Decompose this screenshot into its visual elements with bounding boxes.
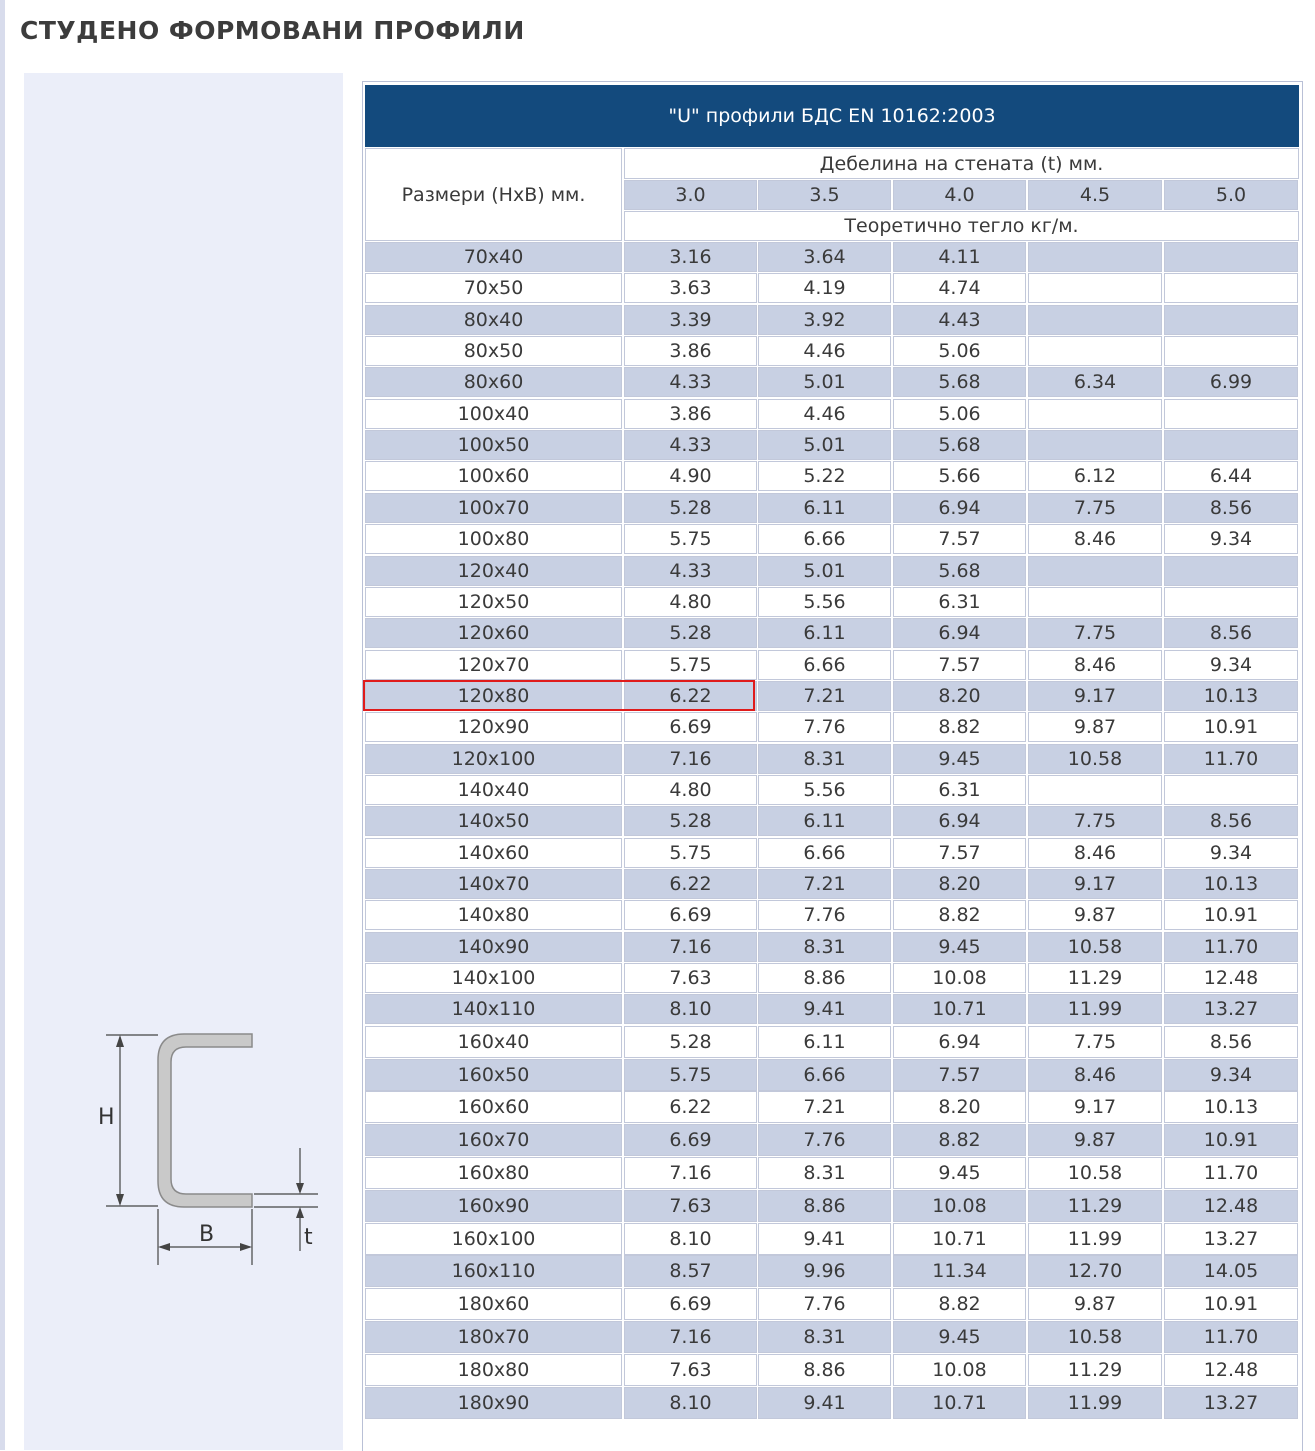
- row-weight-cell: 4.46: [758, 399, 891, 429]
- row-weight-cell: 7.16: [624, 1157, 757, 1189]
- row-weight-cell: 8.46: [1028, 524, 1162, 554]
- row-weight-cell: 5.75: [624, 650, 757, 680]
- row-weight-cell: 6.66: [758, 650, 891, 680]
- row-weight-cell: 11.70: [1164, 1321, 1298, 1353]
- row-dimension-cell: 180x90: [365, 1387, 622, 1419]
- row-weight-cell: 7.16: [624, 932, 757, 962]
- row-weight-cell: 6.31: [893, 587, 1026, 617]
- row-weight-cell: 11.99: [1028, 994, 1162, 1024]
- diagram-label-t: t: [304, 1225, 313, 1250]
- row-weight-cell: 8.31: [758, 744, 891, 774]
- row-weight-cell: 7.75: [1028, 1026, 1162, 1058]
- row-weight-cell: 3.64: [758, 242, 891, 272]
- row-weight-cell: 4.19: [758, 273, 891, 303]
- row-weight-cell: 8.57: [624, 1255, 757, 1287]
- weight-header: Теоретично тегло кг/м.: [624, 211, 1299, 241]
- row-weight-cell: 3.16: [624, 242, 757, 272]
- left-accent-bar: [0, 0, 5, 1450]
- row-weight-cell: 7.57: [893, 838, 1026, 868]
- row-weight-cell: 5.06: [893, 399, 1026, 429]
- row-weight-cell: 14.05: [1164, 1255, 1298, 1287]
- row-weight-cell: 7.75: [1028, 618, 1162, 648]
- row-weight-cell: [1028, 587, 1162, 617]
- row-dimension-cell: 100x50: [365, 430, 622, 460]
- row-weight-cell: [1164, 336, 1298, 366]
- row-weight-cell: 9.34: [1164, 524, 1298, 554]
- row-weight-cell: 10.91: [1164, 1288, 1298, 1320]
- row-dimension-cell: 140x70: [365, 869, 622, 899]
- row-weight-cell: 12.48: [1164, 963, 1298, 993]
- row-weight-cell: 8.56: [1164, 618, 1298, 648]
- row-dimension-cell: 160x110: [365, 1255, 622, 1287]
- row-weight-cell: 8.10: [624, 1223, 757, 1255]
- row-dimension-cell: 160x40: [365, 1026, 622, 1058]
- row-weight-cell: 8.46: [1028, 838, 1162, 868]
- row-dimension-cell: 140x40: [365, 775, 622, 805]
- row-weight-cell: 10.08: [893, 963, 1026, 993]
- row-weight-cell: 7.16: [624, 1321, 757, 1353]
- row-weight-cell: 8.20: [893, 869, 1026, 899]
- row-weight-cell: 7.75: [1028, 493, 1162, 523]
- row-dimension-cell: 70x50: [365, 273, 622, 303]
- row-weight-cell: 9.41: [758, 994, 891, 1024]
- row-weight-cell: 11.70: [1164, 744, 1298, 774]
- thickness-col-header: 5.0: [1164, 180, 1298, 210]
- row-weight-cell: 6.69: [624, 900, 757, 930]
- row-weight-cell: 10.58: [1028, 1321, 1162, 1353]
- row-weight-cell: 10.13: [1164, 1091, 1298, 1123]
- row-weight-cell: 9.17: [1028, 869, 1162, 899]
- row-weight-cell: 8.10: [624, 1387, 757, 1419]
- diagram-label-b: B: [199, 1222, 215, 1247]
- row-weight-cell: 5.01: [758, 430, 891, 460]
- row-weight-cell: 12.48: [1164, 1354, 1298, 1386]
- row-weight-cell: 4.74: [893, 273, 1026, 303]
- row-dimension-cell: 120x90: [365, 712, 622, 742]
- row-weight-cell: 10.91: [1164, 1124, 1298, 1156]
- row-weight-cell: 10.71: [893, 1387, 1026, 1419]
- row-weight-cell: 4.33: [624, 367, 757, 397]
- row-weight-cell: 10.58: [1028, 1157, 1162, 1189]
- row-weight-cell: [1028, 556, 1162, 586]
- row-weight-cell: 5.28: [624, 1026, 757, 1058]
- row-weight-cell: 6.11: [758, 493, 891, 523]
- row-weight-cell: 6.94: [893, 806, 1026, 836]
- row-weight-cell: 8.31: [758, 1321, 891, 1353]
- row-dimension-cell: 180x70: [365, 1321, 622, 1353]
- row-weight-cell: 9.41: [758, 1387, 891, 1419]
- row-weight-cell: 6.69: [624, 1288, 757, 1320]
- row-weight-cell: 3.63: [624, 273, 757, 303]
- row-weight-cell: 9.17: [1028, 681, 1162, 711]
- row-weight-cell: 8.10: [624, 994, 757, 1024]
- row-dimension-cell: 140x50: [365, 806, 622, 836]
- row-weight-cell: 5.28: [624, 806, 757, 836]
- row-weight-cell: [1028, 305, 1162, 335]
- row-weight-cell: 6.66: [758, 838, 891, 868]
- row-weight-cell: 6.12: [1028, 461, 1162, 491]
- row-weight-cell: 6.31: [893, 775, 1026, 805]
- row-weight-cell: [1164, 273, 1298, 303]
- row-weight-cell: 9.87: [1028, 900, 1162, 930]
- row-weight-cell: 5.75: [624, 1059, 757, 1091]
- row-weight-cell: 7.16: [624, 744, 757, 774]
- row-dimension-cell: 160x80: [365, 1157, 622, 1189]
- row-dimension-cell: 120x70: [365, 650, 622, 680]
- row-dimension-cell: 120x80: [365, 681, 622, 711]
- row-weight-cell: 5.75: [624, 838, 757, 868]
- row-dimension-cell: 160x50: [365, 1059, 622, 1091]
- row-weight-cell: 11.29: [1028, 1354, 1162, 1386]
- row-weight-cell: 6.11: [758, 1026, 891, 1058]
- row-weight-cell: 8.31: [758, 932, 891, 962]
- thickness-col-header: 4.5: [1028, 180, 1162, 210]
- row-weight-cell: 6.66: [758, 524, 891, 554]
- row-weight-cell: 6.44: [1164, 461, 1298, 491]
- row-weight-cell: [1028, 336, 1162, 366]
- row-weight-cell: 8.82: [893, 1124, 1026, 1156]
- row-weight-cell: 12.70: [1028, 1255, 1162, 1287]
- row-dimension-cell: 140x110: [365, 994, 622, 1024]
- row-weight-cell: [1164, 399, 1298, 429]
- row-dimension-cell: 160x60: [365, 1091, 622, 1123]
- thickness-col-header: 3.0: [624, 180, 757, 210]
- row-weight-cell: 3.86: [624, 399, 757, 429]
- row-weight-cell: 10.13: [1164, 681, 1298, 711]
- row-weight-cell: 10.58: [1028, 932, 1162, 962]
- row-weight-cell: 6.94: [893, 618, 1026, 648]
- row-weight-cell: [1028, 430, 1162, 460]
- row-weight-cell: 6.22: [624, 869, 757, 899]
- row-weight-cell: 8.56: [1164, 493, 1298, 523]
- row-dimension-cell: 160x90: [365, 1190, 622, 1222]
- row-weight-cell: 8.82: [893, 1288, 1026, 1320]
- row-weight-cell: 7.76: [758, 1288, 891, 1320]
- row-dimension-cell: 180x80: [365, 1354, 622, 1386]
- row-weight-cell: 4.80: [624, 775, 757, 805]
- row-weight-cell: 11.99: [1028, 1223, 1162, 1255]
- row-weight-cell: 8.46: [1028, 1059, 1162, 1091]
- row-dimension-cell: 80x50: [365, 336, 622, 366]
- row-dimension-cell: 140x80: [365, 900, 622, 930]
- row-weight-cell: 6.11: [758, 618, 891, 648]
- row-dimension-cell: 70x40: [365, 242, 622, 272]
- row-weight-cell: 9.34: [1164, 1059, 1298, 1091]
- row-weight-cell: 8.82: [893, 900, 1026, 930]
- diagram-label-h: H: [98, 1105, 115, 1130]
- row-dimension-cell: 120x50: [365, 587, 622, 617]
- row-weight-cell: 5.68: [893, 367, 1026, 397]
- row-dimension-cell: 180x60: [365, 1288, 622, 1320]
- row-weight-cell: 5.68: [893, 556, 1026, 586]
- row-weight-cell: 9.41: [758, 1223, 891, 1255]
- row-weight-cell: 9.87: [1028, 1124, 1162, 1156]
- row-weight-cell: 3.39: [624, 305, 757, 335]
- table-title: "U" профили БДС EN 10162:2003: [365, 85, 1299, 147]
- row-weight-cell: 9.34: [1164, 838, 1298, 868]
- row-weight-cell: 7.63: [624, 1190, 757, 1222]
- row-weight-cell: 11.99: [1028, 1387, 1162, 1419]
- row-weight-cell: 7.63: [624, 963, 757, 993]
- row-weight-cell: [1164, 775, 1298, 805]
- row-weight-cell: 3.86: [624, 336, 757, 366]
- row-weight-cell: 7.21: [758, 1091, 891, 1123]
- row-weight-cell: 10.91: [1164, 712, 1298, 742]
- row-weight-cell: 7.76: [758, 712, 891, 742]
- row-weight-cell: 10.71: [893, 994, 1026, 1024]
- row-weight-cell: 6.69: [624, 712, 757, 742]
- row-weight-cell: 5.22: [758, 461, 891, 491]
- row-dimension-cell: 100x80: [365, 524, 622, 554]
- row-weight-cell: 4.43: [893, 305, 1026, 335]
- row-weight-cell: 8.56: [1164, 806, 1298, 836]
- row-weight-cell: 6.94: [893, 493, 1026, 523]
- row-weight-cell: 4.33: [624, 556, 757, 586]
- row-dimension-cell: 120x100: [365, 744, 622, 774]
- row-weight-cell: [1164, 556, 1298, 586]
- row-weight-cell: 6.69: [624, 1124, 757, 1156]
- row-dimension-cell: 80x40: [365, 305, 622, 335]
- row-dimension-cell: 80x60: [365, 367, 622, 397]
- row-weight-cell: 9.87: [1028, 712, 1162, 742]
- row-weight-cell: 5.56: [758, 775, 891, 805]
- row-weight-cell: 8.56: [1164, 1026, 1298, 1058]
- row-weight-cell: 7.57: [893, 650, 1026, 680]
- row-weight-cell: [1028, 273, 1162, 303]
- row-weight-cell: 10.08: [893, 1190, 1026, 1222]
- page-title: СТУДЕНО ФОРМОВАНИ ПРОФИЛИ: [20, 16, 525, 45]
- row-weight-cell: 5.06: [893, 336, 1026, 366]
- row-weight-cell: 11.34: [893, 1255, 1026, 1287]
- row-weight-cell: 6.94: [893, 1026, 1026, 1058]
- row-weight-cell: 3.92: [758, 305, 891, 335]
- row-weight-cell: 10.13: [1164, 869, 1298, 899]
- row-weight-cell: 5.28: [624, 493, 757, 523]
- row-weight-cell: 9.87: [1028, 1288, 1162, 1320]
- row-weight-cell: 7.21: [758, 681, 891, 711]
- row-weight-cell: 7.21: [758, 869, 891, 899]
- row-weight-cell: 6.99: [1164, 367, 1298, 397]
- row-weight-cell: 5.28: [624, 618, 757, 648]
- thickness-header: Дебелина на стената (t) мм.: [624, 148, 1299, 179]
- row-weight-cell: 10.58: [1028, 744, 1162, 774]
- row-weight-cell: 4.46: [758, 336, 891, 366]
- row-weight-cell: [1164, 305, 1298, 335]
- row-weight-cell: 7.57: [893, 1059, 1026, 1091]
- row-weight-cell: 7.76: [758, 900, 891, 930]
- row-weight-cell: 11.29: [1028, 1190, 1162, 1222]
- profile-diagram-panel: [24, 73, 343, 1450]
- row-weight-cell: 11.70: [1164, 932, 1298, 962]
- row-weight-cell: 11.29: [1028, 963, 1162, 993]
- thickness-col-header: 3.5: [758, 180, 891, 210]
- row-dimension-cell: 100x60: [365, 461, 622, 491]
- row-weight-cell: 4.90: [624, 461, 757, 491]
- row-weight-cell: 6.34: [1028, 367, 1162, 397]
- row-dimension-cell: 140x100: [365, 963, 622, 993]
- row-weight-cell: 7.76: [758, 1124, 891, 1156]
- row-weight-cell: [1164, 430, 1298, 460]
- row-weight-cell: 9.17: [1028, 1091, 1162, 1123]
- row-weight-cell: 6.22: [624, 681, 757, 711]
- row-weight-cell: 9.45: [893, 1321, 1026, 1353]
- row-weight-cell: 11.70: [1164, 1157, 1298, 1189]
- row-weight-cell: 7.63: [624, 1354, 757, 1386]
- row-weight-cell: 9.34: [1164, 650, 1298, 680]
- row-weight-cell: 8.86: [758, 963, 891, 993]
- row-weight-cell: 6.22: [624, 1091, 757, 1123]
- row-weight-cell: 9.45: [893, 744, 1026, 774]
- row-weight-cell: 8.20: [893, 1091, 1026, 1123]
- row-weight-cell: 5.68: [893, 430, 1026, 460]
- row-weight-cell: 8.20: [893, 681, 1026, 711]
- thickness-col-header: 4.0: [893, 180, 1026, 210]
- row-weight-cell: [1028, 775, 1162, 805]
- row-weight-cell: 4.11: [893, 242, 1026, 272]
- row-weight-cell: 10.71: [893, 1223, 1026, 1255]
- row-weight-cell: 13.27: [1164, 994, 1298, 1024]
- row-weight-cell: 13.27: [1164, 1223, 1298, 1255]
- row-dimension-cell: 120x60: [365, 618, 622, 648]
- row-weight-cell: 8.86: [758, 1354, 891, 1386]
- row-weight-cell: 6.11: [758, 806, 891, 836]
- row-weight-cell: [1028, 242, 1162, 272]
- row-dimension-cell: 160x70: [365, 1124, 622, 1156]
- row-weight-cell: 8.82: [893, 712, 1026, 742]
- row-weight-cell: [1164, 587, 1298, 617]
- u-profile-diagram: [94, 1023, 334, 1283]
- row-weight-cell: 8.86: [758, 1190, 891, 1222]
- row-weight-cell: 10.08: [893, 1354, 1026, 1386]
- row-weight-cell: 7.75: [1028, 806, 1162, 836]
- row-weight-cell: [1028, 399, 1162, 429]
- row-weight-cell: [1164, 242, 1298, 272]
- row-weight-cell: 7.57: [893, 524, 1026, 554]
- row-weight-cell: 5.66: [893, 461, 1026, 491]
- row-dimension-cell: 120x40: [365, 556, 622, 586]
- row-weight-cell: 8.31: [758, 1157, 891, 1189]
- row-weight-cell: 8.46: [1028, 650, 1162, 680]
- row-weight-cell: 9.96: [758, 1255, 891, 1287]
- row-dimension-cell: 100x70: [365, 493, 622, 523]
- row-weight-cell: 5.01: [758, 367, 891, 397]
- row-dimension-cell: 160x100: [365, 1223, 622, 1255]
- u-profile-table: [362, 81, 1303, 1451]
- row-weight-cell: 10.91: [1164, 900, 1298, 930]
- row-weight-cell: 6.66: [758, 1059, 891, 1091]
- row-weight-cell: 5.75: [624, 524, 757, 554]
- row-weight-cell: 5.01: [758, 556, 891, 586]
- row-dimension-cell: 100x40: [365, 399, 622, 429]
- row-weight-cell: 13.27: [1164, 1387, 1298, 1419]
- row-weight-cell: 4.33: [624, 430, 757, 460]
- dims-header: Размери (HxB) мм.: [365, 148, 622, 241]
- row-weight-cell: 9.45: [893, 932, 1026, 962]
- row-weight-cell: 4.80: [624, 587, 757, 617]
- row-weight-cell: 12.48: [1164, 1190, 1298, 1222]
- row-dimension-cell: 140x90: [365, 932, 622, 962]
- row-weight-cell: 9.45: [893, 1157, 1026, 1189]
- row-weight-cell: 5.56: [758, 587, 891, 617]
- row-dimension-cell: 140x60: [365, 838, 622, 868]
